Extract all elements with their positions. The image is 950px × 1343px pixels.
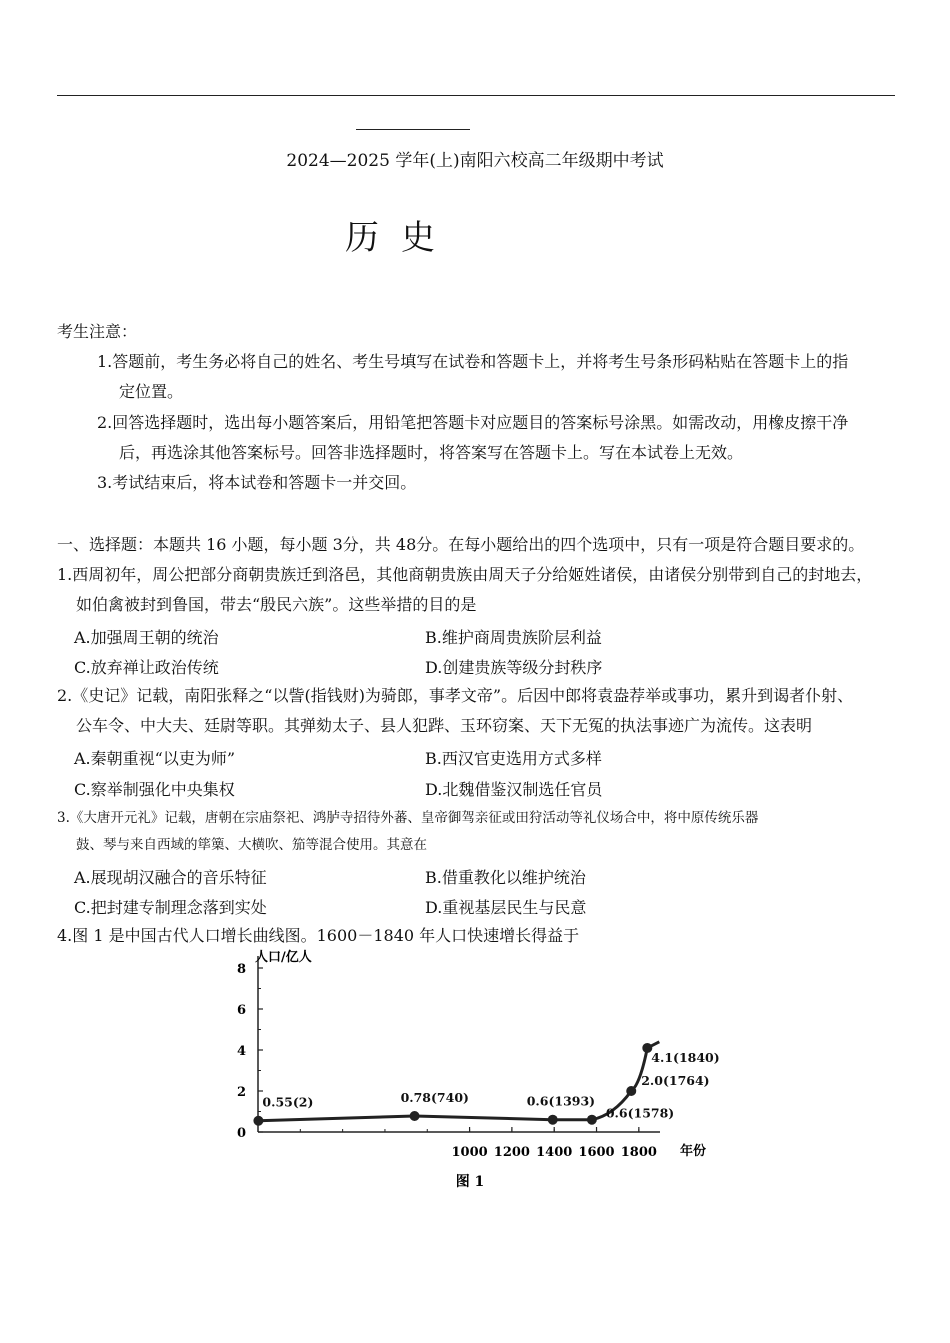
- data-label: 0.6(1393): [526, 1093, 596, 1109]
- question-4-line-1: 4.图 1 是中国古代人口增长曲线图。1600－1840 年人口快速增长得益于: [57, 926, 580, 945]
- y-tick-label: 2: [236, 1085, 246, 1100]
- y-tick-label: 0: [236, 1126, 246, 1141]
- question-1-option-d: D.创建贵族等级分封秩序: [425, 658, 603, 677]
- population-chart-svg: [228, 946, 722, 1198]
- population-line: [258, 1042, 659, 1121]
- data-point: [587, 1115, 597, 1125]
- notice-item-1: 1.答题前，考生务必将自己的姓名、考生号填写在试卷和答题卡上，并将考生号条形码粘贴在答题卡上的指: [97, 352, 849, 371]
- notice-item-1-cont: 定位置。: [119, 382, 184, 401]
- question-2-option-a: A.秦朝重视“以吏为师”: [74, 749, 236, 768]
- x-tick-label: 1600: [578, 1145, 615, 1160]
- top-rule: [57, 95, 895, 96]
- x-tick-label: 1000: [451, 1145, 488, 1160]
- x-tick-label: 1800: [620, 1145, 657, 1160]
- notice-item-2-cont: 后，再选涂其他答案标号。回答非选择题时，将答案写在答题卡上。写在本试卷上无效。: [119, 443, 744, 462]
- notice-item-2: 2.回答选择题时，选出每小题答案后，用铅笔把答题卡对应题目的答案标号涂黑。如需改动，用橡皮擦干净: [97, 413, 849, 432]
- question-3-line-1: 3.《大唐开元礼》记载，唐朝在宗庙祭祀、鸿胪寺招待外蕃、皇帝御驾亲征或田狩活动等礼仪场合中，将中原传统乐器: [57, 810, 759, 826]
- question-3-line-2: 鼓、琴与来自西域的筚篥、大横吹、笳等混合使用。其意在: [76, 837, 427, 853]
- exam-title: 2024—2025 学年(上)南阳六校高二年级期中考试: [286, 151, 664, 171]
- x-tick-label: 1400: [536, 1145, 573, 1160]
- data-label: 0.6(1578): [605, 1105, 675, 1121]
- y-tick-label: 6: [236, 1003, 246, 1018]
- notice-heading: 考生注意：: [57, 322, 138, 341]
- question-2-line-2: 公车令、中大夫、廷尉等职。其弹劾太子、县人犯跸、玉环窃案、天下无冤的执法事迹广为流传。这表明: [76, 716, 813, 735]
- section-heading: 一、选择题：本题共 16 小题，每小题 3分，共 48分。在每小题给出的四个选项中，只有一项是符合题目要求的。: [57, 535, 865, 554]
- chart-y-ticks: [237, 962, 263, 1141]
- question-3-option-b: B.借重教化以维护统治: [425, 868, 586, 887]
- data-label: 0.55(2): [262, 1094, 314, 1110]
- question-1-option-c: C.放弃禅让政治传统: [74, 658, 219, 677]
- chart-y-label: 人口/亿人: [255, 950, 312, 965]
- question-2-option-d: D.北魏借鉴汉制选任官员: [425, 780, 603, 799]
- chart-axes: [258, 956, 660, 1132]
- question-3-option-d: D.重视基层民生与民意: [425, 898, 587, 917]
- question-2-option-b: B.西汉官吏选用方式多样: [425, 749, 602, 768]
- question-1-line-2: 如伯禽被封到鲁国，带去“殷民六族”。这些举措的目的是: [76, 595, 477, 614]
- chart-x-label: 年份: [680, 1144, 707, 1159]
- question-3-option-c: C.把封建专制理念落到实处: [74, 898, 267, 917]
- data-label: 2.0(1764): [641, 1073, 710, 1088]
- question-2-option-c: C.察举制强化中央集权: [74, 780, 235, 799]
- population-chart: [228, 946, 722, 1198]
- data-point: [253, 1116, 263, 1126]
- y-tick-label: 8: [236, 962, 246, 977]
- chart-caption: 图 1: [455, 1174, 485, 1190]
- data-label: 4.1(1840): [651, 1049, 720, 1065]
- question-3-option-a: A.展现胡汉融合的音乐特征: [74, 868, 267, 887]
- subject-title: 历史: [345, 218, 457, 258]
- y-tick-label: 4: [236, 1044, 246, 1059]
- question-2-line-1: 2.《史记》记载，南阳张释之“以訾(指钱财)为骑郎，事孝文帝”。后因中郎将袁盎荐举或事功，累升到谒者仆射、: [57, 686, 854, 705]
- question-1-option-a: A.加强周王朝的统治: [74, 628, 219, 647]
- question-1-line-1: 1.西周初年，周公把部分商朝贵族迁到洛邑，其他商朝贵族由周天子分给姬姓诸侯，由诸侯分别带到自己的封地去，: [57, 565, 873, 584]
- data-point: [548, 1115, 558, 1125]
- data-point: [626, 1086, 636, 1096]
- chart-series: [253, 1042, 719, 1126]
- data-point: [410, 1111, 420, 1121]
- notice-item-3: 3.考试结束后，将本试卷和答题卡一并交回。: [97, 473, 417, 492]
- name-blank-line: [356, 129, 470, 130]
- question-1-option-b: B.维护商周贵族阶层利益: [425, 628, 602, 647]
- x-tick-label: 1200: [493, 1145, 530, 1160]
- data-label: 0.78(740): [400, 1090, 469, 1106]
